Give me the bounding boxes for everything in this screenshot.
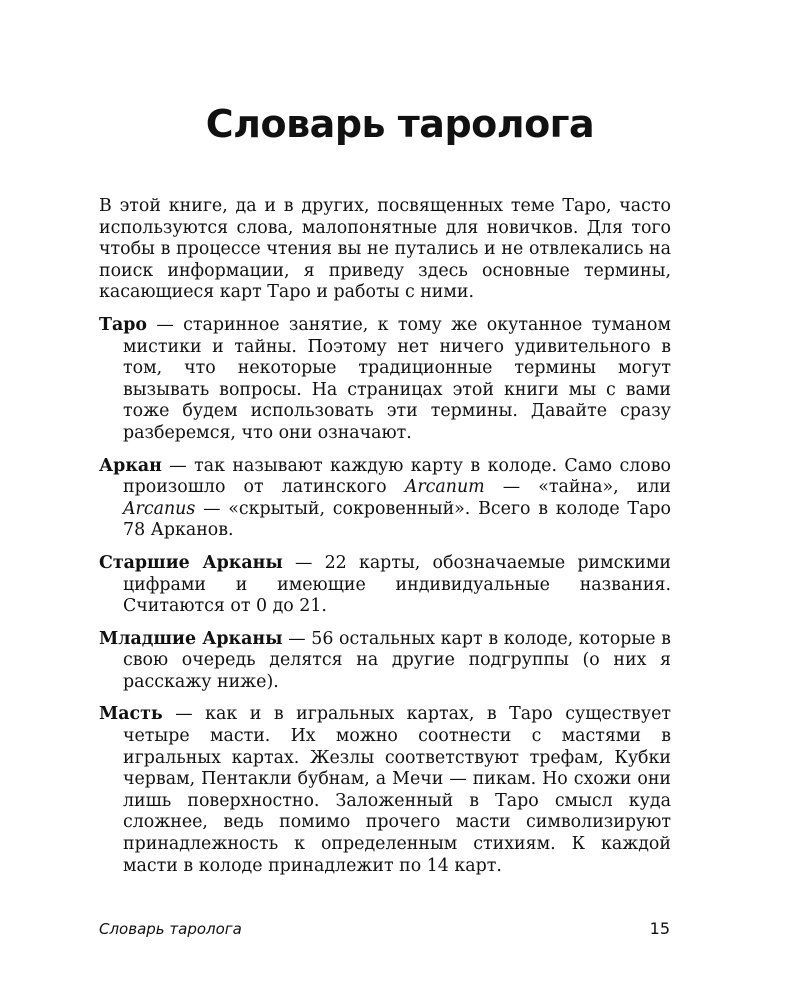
glossary-content [99, 196, 671, 888]
latin-word: Arcanum [404, 477, 485, 498]
glossary-entry-arkan [99, 456, 671, 542]
glossary-entry-minor-arcana [99, 629, 671, 694]
glossary-definition: — «тайна», или [484, 477, 671, 498]
glossary-term: Таро [99, 314, 147, 335]
glossary-definition: — 56 остальных карт в колоде, которые в свою очередь делятся на другие подгруппы (о них я расскажу ниже). [123, 628, 671, 692]
glossary-term: Масть [99, 704, 163, 725]
page-title: Словарь таролога [205, 102, 595, 146]
glossary-entry-suit [99, 704, 671, 877]
running-footer-title: Словарь таролога [99, 920, 242, 938]
glossary-definition: — так называют каждую карту в колоде. Само слово произошло от латинского [123, 455, 671, 498]
glossary-entry-major-arcana [99, 553, 671, 618]
glossary-definition: — 22 карты, обозначаемые римскими цифрами и имеющие индивидуальные названия. Считаются от 0 до 21. [123, 552, 671, 617]
latin-word: Arcanus [123, 498, 196, 519]
glossary-term: Старшие Арканы [99, 552, 283, 573]
glossary-definition: — как и в игральных картах, в Таро существует четыре масти. Их можно соотнести с мастями в игральных картах. Жезлы соответствуют трефам, Кубки червам, Пентакли бубнам, а Мечи — пикам. Но схожи они лишь поверхностно. Заложенный в Таро смысл куда сложнее, ведь помимо прочего масти символизируют принадлежность к определенным стихиям. К каждой масти в колоде принадлежит по 14 карт. [123, 704, 671, 876]
glossary-entry-taro [99, 315, 671, 445]
glossary-term: Аркан [99, 455, 162, 476]
glossary-definition: — «скрытый, сокровенный». Всего в колоде Таро 78 Арканов. [123, 498, 671, 541]
intro-paragraph: В этой книге, да и в других, посвященных теме Таро, часто используются слова, малопонятные для новичков. Для того чтобы в процессе чтения вы не путались и не отвлекались на поиск информации, я приведу здесь основные термины, касающиеся карт Таро и работы с ними. [99, 196, 671, 303]
glossary-definition: — старинное занятие, к тому же окутанное туманом мистики и тайны. Поэтому нет ничего удивительного в том, что некоторые традиционные термины могут вызывать вопросы. На страницах этой книги мы с вами тоже будем использовать эти термины. Давайте сразу разберемся, что они означают. [123, 314, 671, 443]
page-number: 15 [649, 919, 670, 938]
glossary-term: Младшие Арканы [99, 628, 283, 649]
